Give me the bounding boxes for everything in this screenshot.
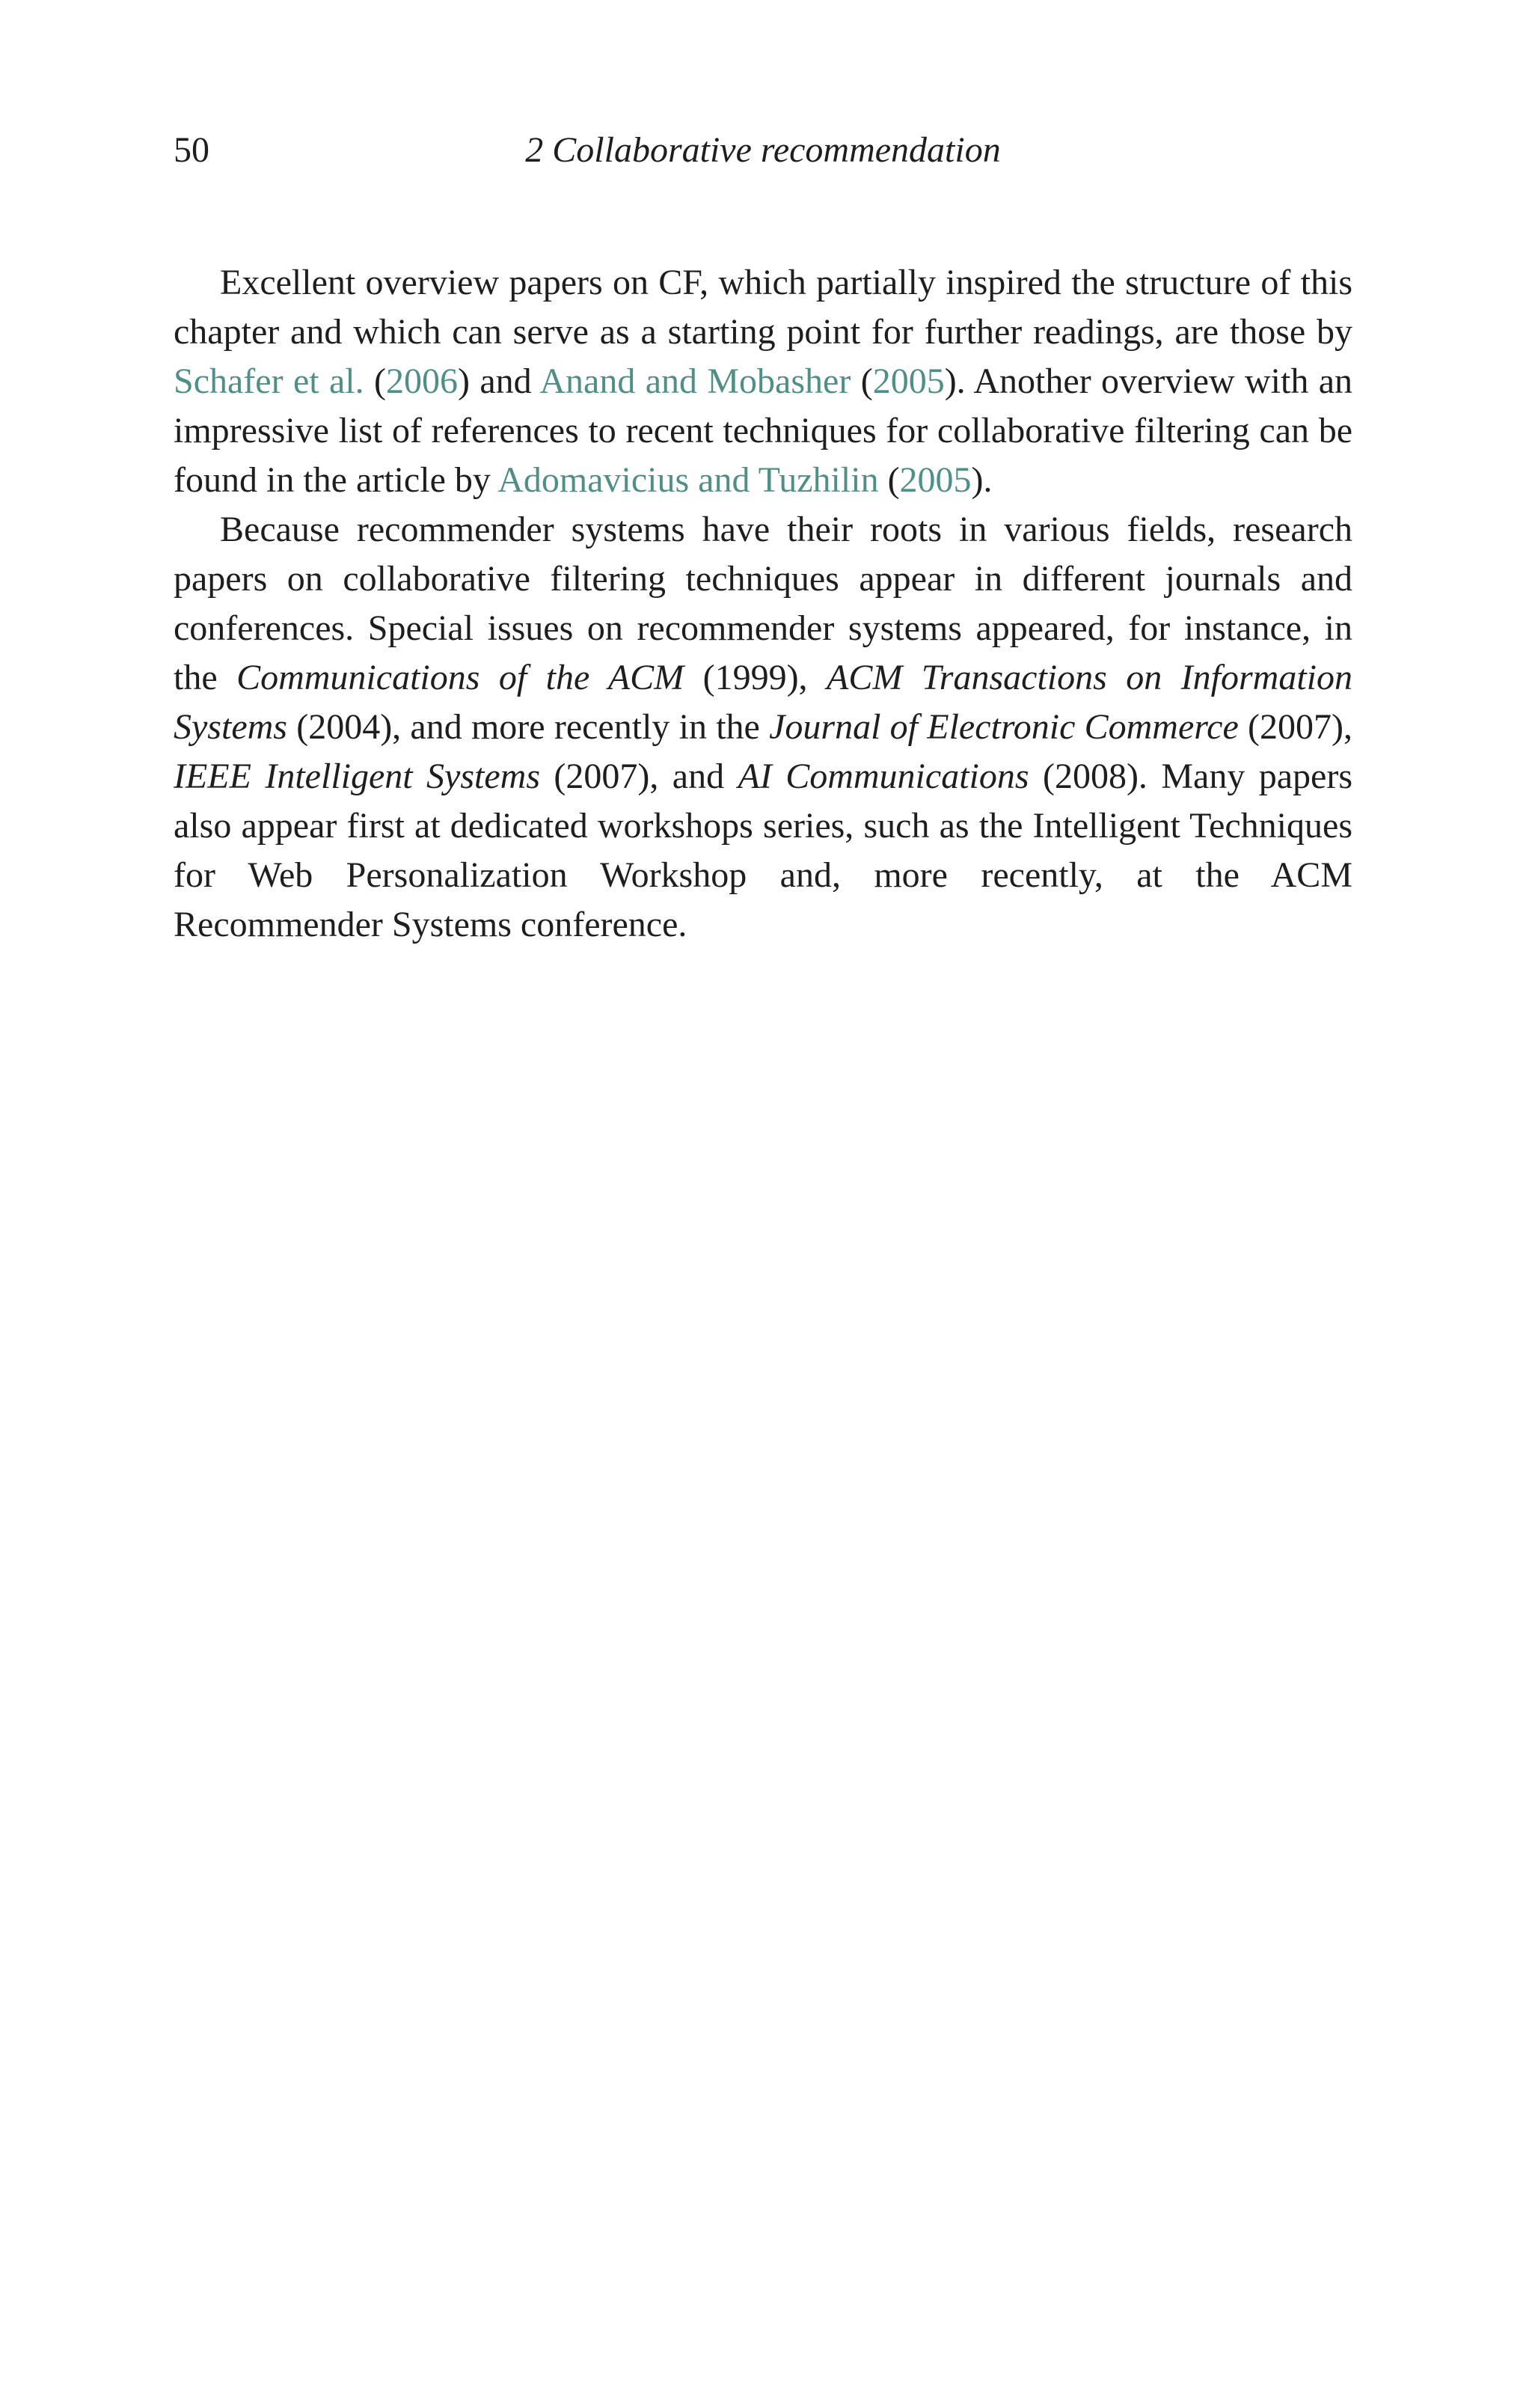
- text-span: (2007), and: [540, 757, 738, 796]
- citation-year-link-2006[interactable]: 2006: [385, 361, 458, 401]
- text-span: (: [364, 361, 386, 401]
- paragraph-journals-conferences: [174, 505, 1352, 950]
- text-span: Because recommender systems have their roots in various fields, research papers on collaborative filtering techniques appear in different journals and conferences. Special issues on recommender systems appeared, for instance, in the: [174, 510, 1352, 697]
- venue-title: Communications of the ACM: [236, 658, 684, 697]
- running-head: [174, 124, 1352, 177]
- paragraph-overview-papers: [174, 258, 1352, 505]
- citation-year-link-2005[interactable]: 2005: [872, 361, 945, 401]
- text-span: (2004), and more recently in the: [287, 707, 770, 747]
- venue-title: IEEE Intelligent Systems: [174, 757, 540, 796]
- citation-link-schafer[interactable]: Schafer et al.: [174, 361, 364, 401]
- page-number: 50: [174, 130, 209, 170]
- venue-title: ACM Transactions on Information Systems: [174, 658, 1353, 747]
- text-span: ).: [971, 460, 993, 500]
- venue-title: Journal of Electronic Commerce: [769, 707, 1239, 747]
- chapter-title: 2 Collaborative recommendation: [525, 130, 1001, 170]
- text-span: (: [878, 460, 900, 500]
- body-text: [174, 258, 1352, 950]
- text-span: (: [851, 361, 873, 401]
- text-span: ) and: [457, 361, 540, 401]
- text-span: (2008). Many papers also appear first at dedicated workshops series, such as the Intelligent Techniques for Web Personalization Workshop and, more recently, at the ACM Recommender Systems conference.: [174, 757, 1352, 944]
- text-span: (1999),: [684, 658, 827, 697]
- text-span: (2007),: [1238, 707, 1353, 747]
- text-span: Excellent overview papers on CF, which partially inspired the structure of this chapter and which can serve as a starting point for further readings, are those by: [174, 263, 1352, 352]
- text-span: ). Another overview with an impressive list of references to recent techniques for collaborative filtering can be found in the article by: [174, 361, 1353, 500]
- citation-link-anand-mobasher[interactable]: Anand and Mobasher: [539, 361, 851, 401]
- citation-year-link-2005[interactable]: 2005: [899, 460, 972, 500]
- venue-title: AI Communications: [738, 757, 1029, 796]
- citation-link-adomavicius-tuzhilin[interactable]: Adomavicius and Tuzhilin: [497, 460, 879, 500]
